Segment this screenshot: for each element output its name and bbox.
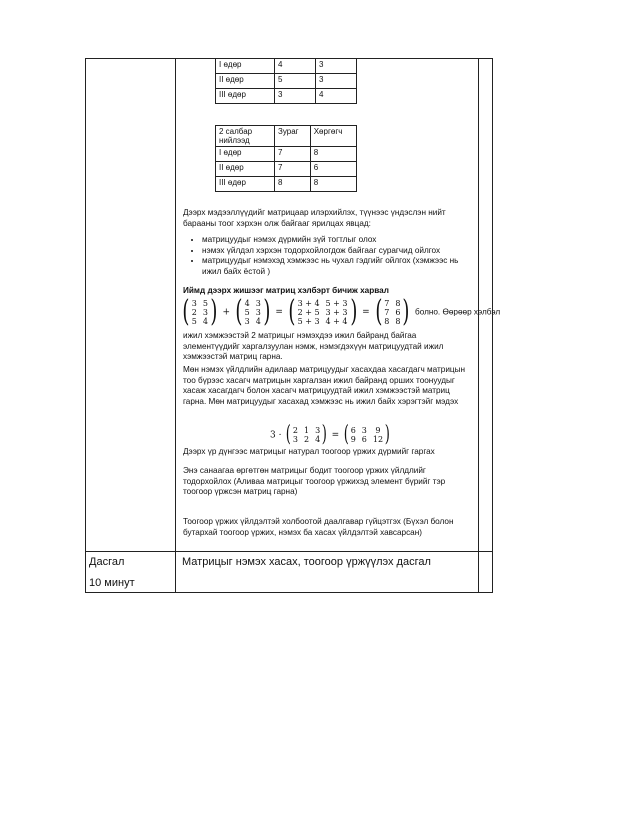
table-row	[216, 74, 357, 89]
intro-text: Дээрх мэдээллүүдийг матрицаар илэрхийлэх, түүнээс үндэслэн нийт барааны тоог хэрхэн олж байгааг ярилцах явцад:	[183, 208, 446, 228]
bullet-item: • нэмэх үйлдэл хэрхэн тодорхойлогдож байгааг сурагчид ойлгох	[202, 246, 476, 257]
matrix-entry: 3	[202, 307, 208, 317]
matrix-entry: 3	[361, 426, 367, 435]
table-row	[216, 162, 357, 177]
real-number-rule-text: Энэ санаагаа өргөтгөн матрицыг бодит тоогоор үржих үйлдлийг тодорхойлох (Аливаа матрицыг тоогоор үржихэд элемент бүрийг тэр тоогоор үржсэн матриц гарна)	[183, 466, 446, 497]
write-as-text: Иймд дээрх жишээг матриц хэлбэрт бичиж харвал	[183, 286, 389, 295]
matrix-b	[245, 299, 261, 326]
matrix-entry: 4	[255, 316, 261, 326]
matrix-entry: 3	[292, 435, 299, 444]
bullet-item: • матрицуудыг нэмэх дүрмийн зүй тогтлыг олох	[202, 235, 476, 246]
row-divider	[85, 551, 493, 552]
matrix-entry: 1	[304, 426, 310, 435]
matrix-entry: 8	[395, 316, 401, 326]
table-cell: 3	[275, 89, 316, 104]
table-cell: I өдөр	[216, 147, 275, 162]
table-cell: I өдөр	[216, 59, 275, 74]
table-cell: 6	[310, 162, 356, 177]
matrix-entry: 2	[304, 435, 310, 444]
table-row	[216, 89, 357, 104]
matrix-entry: 7	[384, 307, 390, 317]
table-row	[216, 59, 357, 74]
duration-label: 10 минут	[89, 577, 135, 589]
exercise-label: Дасгал	[89, 556, 125, 568]
scalar-factor: 3 ·	[270, 430, 282, 441]
table-cell: 2 салбар нийлээд	[216, 126, 275, 147]
task-note-text: Тоогоор үржих үйлдэлтэй холбоотой даалгавар гүйцэтгэх (Бүхэл болон бутархай тоогоор үржих, нэмэх ба хасах үйлдэлтэй хавсарсан)	[183, 517, 454, 537]
table-cell: III өдөр	[216, 177, 275, 192]
bullet-list	[186, 235, 476, 277]
matrix-entry: 6	[395, 307, 401, 317]
sum-rule-text: ижил хэмжээстэй 2 матрицыг нэмэхдээ ижил байранд байгаа элементүүдийг харгалзуулан нэмж, нэмэгдэхүүн матрицуудтай ижил хэмжээстэй матриц гарна.	[183, 331, 444, 362]
table-cell: 5	[275, 74, 316, 89]
table-cell: 8	[275, 177, 311, 192]
matrix-entry: 5	[191, 316, 197, 326]
table-cell: 7	[275, 162, 311, 177]
matrix-entry: 7	[384, 298, 390, 308]
matrix-entry: 2 + 5	[297, 307, 320, 317]
matrix-entry: 3	[191, 298, 197, 308]
matrix-entry: 3	[255, 298, 261, 308]
table-cell: III өдөр	[216, 89, 275, 104]
column-divider-2	[478, 58, 479, 593]
exercise-description: Матрицыг нэмэх хасах, тоогоор үржүүлэх дасгал	[182, 556, 431, 568]
matrix-entry: 8	[395, 298, 401, 308]
scalar-rule-text: Дээрх үр дүнгээс матрицыг натурал тоогоор үржих дүрмийг гаргах	[183, 447, 435, 456]
table-row	[216, 126, 357, 147]
matrix-entry: 4	[244, 298, 250, 308]
table-cell: 4	[275, 59, 316, 74]
table-cell: 3	[316, 74, 357, 89]
matrix-entry: 3	[315, 426, 321, 435]
matrix-entry: 5	[244, 307, 250, 317]
table-cell: Хөргөгч	[310, 126, 356, 147]
table-cell: II өдөр	[216, 74, 275, 89]
table-cell: 7	[275, 147, 311, 162]
table-cell: 4	[316, 89, 357, 104]
scalar-multiplication-equation: 3 · ( 2 1 3 3 2 4 ) = ( 6 3 9 9 6 12 )	[270, 422, 390, 447]
other-form-text: болно. Өөрөөр хэлбэл	[415, 307, 501, 317]
combined-branches-table	[215, 125, 357, 192]
matrix-a	[192, 299, 208, 326]
matrix-entry: 5	[202, 298, 208, 308]
table-cell: II өдөр	[216, 162, 275, 177]
column-divider-1	[175, 58, 176, 593]
table-cell: 3	[316, 59, 357, 74]
matrix-entry: 9	[350, 435, 356, 444]
table-cell: 8	[310, 147, 356, 162]
matrix-entry: 3	[244, 316, 250, 326]
matrix-entry: 6	[361, 435, 367, 444]
matrix-c	[293, 426, 320, 444]
bullet-item: • матрицуудыг нэмэхэд хэмжээс нь чухал гэдгийг ойлгох (хэмжээс нь ижил байх ёстой )	[202, 256, 476, 277]
matrix-entry: 4 + 4	[325, 316, 348, 326]
matrix-entry: 6	[350, 426, 356, 435]
matrix-scalar-result	[351, 426, 383, 444]
matrix-entry: 3 + 3	[325, 307, 348, 317]
days-table	[215, 58, 357, 104]
table-cell: Зураг	[275, 126, 311, 147]
matrix-entry: 4	[202, 316, 208, 326]
matrix-entry: 3	[255, 307, 261, 317]
table-row	[216, 147, 357, 162]
matrix-entry: 2	[191, 307, 197, 317]
matrix-sum-expanded	[298, 299, 348, 326]
matrix-entry: 5 + 3	[297, 316, 320, 326]
matrix-entry: 3 + 4	[297, 298, 320, 308]
table-cell: 8	[310, 177, 356, 192]
matrix-entry: 2	[292, 426, 299, 435]
matrix-entry: 9	[375, 426, 381, 435]
matrix-entry: 4	[315, 435, 321, 444]
difference-rule-text: Мөн нэмэх үйлдлийн адилаар матрицуудыг хасахдаа хасагдагч матрицын тоо бүрээс хасагч матрицын харгалзан ижил байранд орших тоонуудыг хасаж хасагдагч болон хасагч матрицуудтай ижил хэмжээстэй матриц гарна. Мөн матрицуудыг хасахад хэмжээс нь ижил байх хэрэгтэйг мэдэх	[183, 365, 466, 406]
table-row	[216, 177, 357, 192]
matrix-entry: 8	[384, 316, 390, 326]
matrix-sum-equation: ( 3 5 2 3 5 4 ) + ( 4 3 5 3 3 4 ) = ( 3 + 4 5 + 3 2 + 5 3 + 3 5 + 3 4 + 4 ) = ( 7 8 7 6 8 8 ) болно. Өөрөөр хэлбэл	[182, 294, 501, 329]
matrix-sum-result	[384, 299, 400, 326]
matrix-entry: 5 + 3	[325, 298, 348, 308]
matrix-entry: 12	[372, 435, 384, 444]
